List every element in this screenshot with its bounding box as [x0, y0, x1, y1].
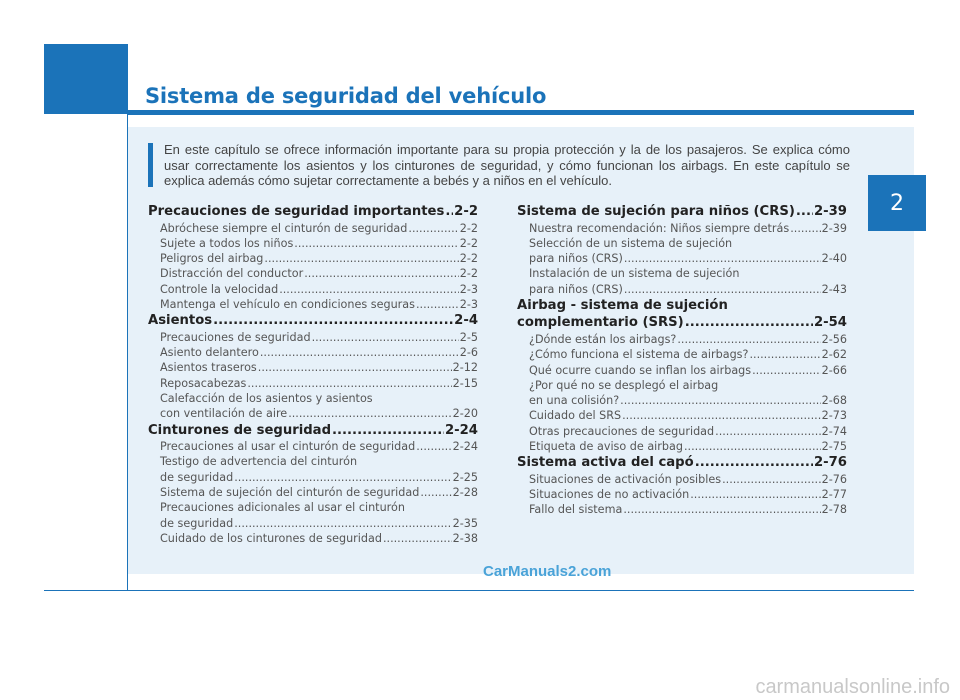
- toc-page-number: 2-2: [459, 267, 478, 281]
- toc-entry-title: Distracción del conductor: [160, 267, 304, 281]
- toc-entry[interactable]: [148, 330, 478, 345]
- toc-section[interactable]: [148, 312, 478, 330]
- toc-page-number: 2-4: [454, 313, 478, 329]
- toc-entry-title: Otras precauciones de seguridad: [529, 424, 715, 438]
- dot-leader: [685, 314, 813, 332]
- toc-entry-title: Testigo de advertencia del cinturón: [160, 455, 358, 469]
- toc-entry-title: de seguridad: [160, 516, 234, 530]
- toc-entry[interactable]: [517, 502, 847, 517]
- toc-entry-title: Sistema de sujeción del cinturón de seguridad: [160, 485, 420, 499]
- toc-page-number: 2-38: [452, 531, 478, 545]
- toc-page-number: 2-3: [459, 297, 478, 311]
- toc-entry[interactable]: [148, 236, 478, 251]
- toc-entry[interactable]: [517, 487, 847, 502]
- footer-logo: carmanualsonline.info: [755, 676, 950, 698]
- bottom-rule: [44, 590, 914, 591]
- toc-entry[interactable]: [517, 363, 847, 378]
- toc-entry-continued: [148, 454, 478, 469]
- dot-leader: [624, 251, 821, 266]
- toc-entry[interactable]: [148, 360, 478, 375]
- toc-page-number: 2-2: [454, 204, 478, 219]
- toc-entry[interactable]: [517, 472, 847, 487]
- toc-entry[interactable]: [148, 516, 478, 531]
- toc-entry-title: Asientos traseros: [160, 361, 257, 375]
- toc-entry-title: Cuidado de los cinturones de seguridad: [160, 531, 382, 545]
- toc-entry-title: Sistema activa del capó: [517, 455, 694, 471]
- toc-entry-title: Precauciones adicionales al usar el cinturón: [160, 501, 405, 515]
- dot-leader: [234, 470, 451, 485]
- toc-entry[interactable]: [148, 470, 478, 485]
- toc-section[interactable]: [517, 314, 847, 332]
- toc-entry-title: para niños (CRS): [529, 282, 623, 296]
- toc-entry-title: Instalación de un sistema de sujeción: [529, 267, 740, 281]
- dot-leader: [416, 439, 451, 454]
- toc-entry[interactable]: [148, 251, 478, 266]
- toc-page-number: 2-43: [821, 282, 847, 296]
- dot-leader: [690, 487, 820, 502]
- toc-section[interactable]: [148, 203, 478, 221]
- toc-entry-continued: [517, 297, 847, 315]
- toc-entry-title: Calefacción de los asientos y asientos: [160, 391, 373, 405]
- intro-paragraph: En este capítulo se ofrece información importante para su propia protección y la de los pasajeros. Se explica cómo usar correctamente los asientos y los cinturones de seguridad, y cómo funcionan los airbags. En este capítulo se explica además cómo sujetar correctamente a bebés y a niños en el vehículo.: [164, 142, 850, 188]
- toc-column-left: [148, 203, 478, 546]
- chapter-tab[interactable]: 2: [868, 175, 926, 231]
- toc-entry[interactable]: [148, 266, 478, 281]
- toc-entry-title: Reposacabezas: [160, 376, 247, 390]
- dot-leader: [752, 363, 820, 378]
- dot-leader: [624, 282, 821, 297]
- toc-page-number: 2-39: [821, 221, 847, 235]
- toc-entry[interactable]: [517, 282, 847, 297]
- toc-entry-title: ¿Por qué no se desplegó el airbag: [529, 378, 719, 392]
- toc-entry[interactable]: [517, 251, 847, 266]
- dot-leader: [383, 531, 452, 546]
- toc-entry-title: Asientos: [148, 313, 213, 329]
- dot-leader: [445, 203, 453, 221]
- dot-leader: [416, 297, 459, 312]
- toc-entry-title: Situaciones de no activación: [529, 488, 690, 502]
- dot-leader: [234, 516, 451, 531]
- toc-entry[interactable]: [148, 439, 478, 454]
- dot-leader: [304, 266, 459, 281]
- toc-entry-title: Precauciones de seguridad importantes: [148, 204, 445, 219]
- toc-entry-title: con ventilación de aire: [160, 407, 288, 421]
- toc-entry[interactable]: [517, 408, 847, 423]
- dot-leader: [749, 347, 820, 362]
- dot-leader: [260, 345, 459, 360]
- dot-leader: [420, 485, 451, 500]
- toc-entry[interactable]: [148, 345, 478, 360]
- toc-entry-title: Fallo del sistema: [529, 503, 623, 517]
- toc-entry[interactable]: [517, 332, 847, 347]
- toc-page-number: 2-20: [452, 407, 478, 421]
- toc-entry-title: Selección de un sistema de sujeción: [529, 236, 733, 250]
- toc-entry-title: Asiento delantero: [160, 346, 259, 360]
- watermark: CarManuals2.com: [483, 563, 612, 580]
- dot-leader: [715, 424, 820, 439]
- dot-leader: [247, 376, 451, 391]
- toc-page-number: 2-54: [813, 315, 847, 331]
- toc-entry[interactable]: [148, 282, 478, 297]
- dot-leader: [264, 251, 458, 266]
- toc-entry-title: Qué ocurre cuando se inflan los airbags: [529, 363, 752, 377]
- toc-page-number: 2-3: [459, 282, 478, 296]
- toc-entry-continued: [517, 236, 847, 251]
- toc-page-number: 2-6: [459, 346, 478, 360]
- toc-page-number: 2-78: [821, 503, 847, 517]
- toc-page-number: 2-2: [459, 236, 478, 250]
- toc-entry-title: Peligros del airbag: [160, 252, 264, 266]
- toc-section[interactable]: [517, 203, 847, 221]
- toc-entry-continued: [148, 500, 478, 515]
- toc-page-number: 2-75: [821, 440, 847, 454]
- toc-page-number: 2-12: [452, 361, 478, 375]
- toc-page-number: 2-68: [821, 394, 847, 408]
- toc-entry-title: Abróchese siempre el cinturón de seguridad: [160, 221, 408, 235]
- toc-entry[interactable]: [148, 531, 478, 546]
- toc-page-number: 2-76: [821, 472, 847, 486]
- toc-entry-title: Nuestra recomendación: Niños siempre detrás: [529, 221, 790, 235]
- toc-entry-title: Sujete a todos los niños: [160, 236, 294, 250]
- toc-entry-title: ¿Dónde están los airbags?: [529, 332, 677, 346]
- toc-entry-title: Precauciones de seguridad: [160, 330, 311, 344]
- dot-leader: [790, 221, 820, 236]
- dot-leader: [620, 393, 820, 408]
- dot-leader: [288, 406, 451, 421]
- dot-leader: [622, 408, 821, 423]
- toc-entry[interactable]: [148, 297, 478, 312]
- title-rule: [128, 110, 914, 115]
- dot-leader: [623, 502, 820, 517]
- toc-page-number: 2-40: [821, 252, 847, 266]
- toc-entry-title: Cuidado del SRS: [529, 409, 622, 423]
- dot-leader: [684, 439, 821, 454]
- toc-page-number: 2-76: [813, 455, 847, 471]
- toc-entry-title: complementario (SRS): [517, 315, 684, 331]
- toc-page-number: 2-2: [459, 221, 478, 235]
- toc-entry-title: Airbag - sistema de sujeción: [517, 297, 728, 313]
- dot-leader: [408, 221, 458, 236]
- toc-page-number: 2-73: [821, 409, 847, 423]
- toc-entry-title: ¿Cómo funciona el sistema de airbags?: [529, 348, 749, 362]
- toc-entry-title: Mantenga el vehículo en condiciones seguras: [160, 297, 415, 311]
- toc-page-number: 2-77: [821, 488, 847, 502]
- toc-entry[interactable]: [148, 221, 478, 236]
- toc-entry[interactable]: [148, 406, 478, 421]
- toc-entry-continued: [517, 378, 847, 393]
- dot-leader: [722, 472, 821, 487]
- toc-entry[interactable]: [148, 485, 478, 500]
- toc-page-number: 2-25: [452, 470, 478, 484]
- toc-entry-title: en una colisión?: [529, 394, 620, 408]
- toc-page-number: 2-62: [821, 348, 847, 362]
- toc-entry-continued: [517, 266, 847, 281]
- dot-leader: [258, 360, 452, 375]
- toc-entry-title: para niños (CRS): [529, 252, 623, 266]
- header-color-block: [44, 44, 128, 114]
- toc-page-number: 2-28: [452, 485, 478, 499]
- toc-page-number: 2-2: [459, 252, 478, 266]
- toc-entry[interactable]: [517, 393, 847, 408]
- toc-page-number: 2-5: [459, 330, 478, 344]
- toc-entry-continued: [148, 391, 478, 406]
- toc-page-number: 2-56: [821, 332, 847, 346]
- toc-page-number: 2-39: [813, 204, 847, 219]
- toc-entry[interactable]: [517, 439, 847, 454]
- toc-entry[interactable]: [517, 347, 847, 362]
- toc-page-number: 2-35: [452, 516, 478, 530]
- toc-entry-title: Controle la velocidad: [160, 282, 279, 296]
- dot-leader: [677, 332, 820, 347]
- toc-page-number: 2-24: [444, 422, 478, 438]
- toc-page-number: 2-74: [821, 424, 847, 438]
- toc-page-number: 2-66: [821, 363, 847, 377]
- dot-leader: [796, 203, 813, 221]
- toc-section[interactable]: [148, 422, 478, 440]
- toc-entry[interactable]: [517, 424, 847, 439]
- toc-entry-title: Sistema de sujeción para niños (CRS): [517, 204, 795, 219]
- toc-entry-title: Precauciones al usar el cinturón de seguridad: [160, 440, 416, 454]
- toc-entry-title: de seguridad: [160, 470, 234, 484]
- intro-accent-bar: [148, 143, 153, 187]
- toc-entry-title: Situaciones de activación posibles: [529, 472, 722, 486]
- toc-page-number: 2-15: [452, 376, 478, 390]
- toc-section[interactable]: [517, 454, 847, 472]
- toc-entry[interactable]: [148, 376, 478, 391]
- toc-column-right: [517, 203, 847, 518]
- dot-leader: [312, 330, 459, 345]
- toc-page-number: 2-24: [452, 440, 478, 454]
- page-title: Sistema de seguridad del vehículo: [145, 84, 547, 108]
- dot-leader: [279, 282, 459, 297]
- toc-entry-title: Etiqueta de aviso de airbag: [529, 440, 683, 454]
- dot-leader: [294, 236, 458, 251]
- dot-leader: [213, 312, 453, 330]
- dot-leader: [695, 454, 813, 472]
- dot-leader: [332, 422, 444, 440]
- toc-entry[interactable]: [517, 221, 847, 236]
- toc-entry-title: Cinturones de seguridad: [148, 422, 332, 438]
